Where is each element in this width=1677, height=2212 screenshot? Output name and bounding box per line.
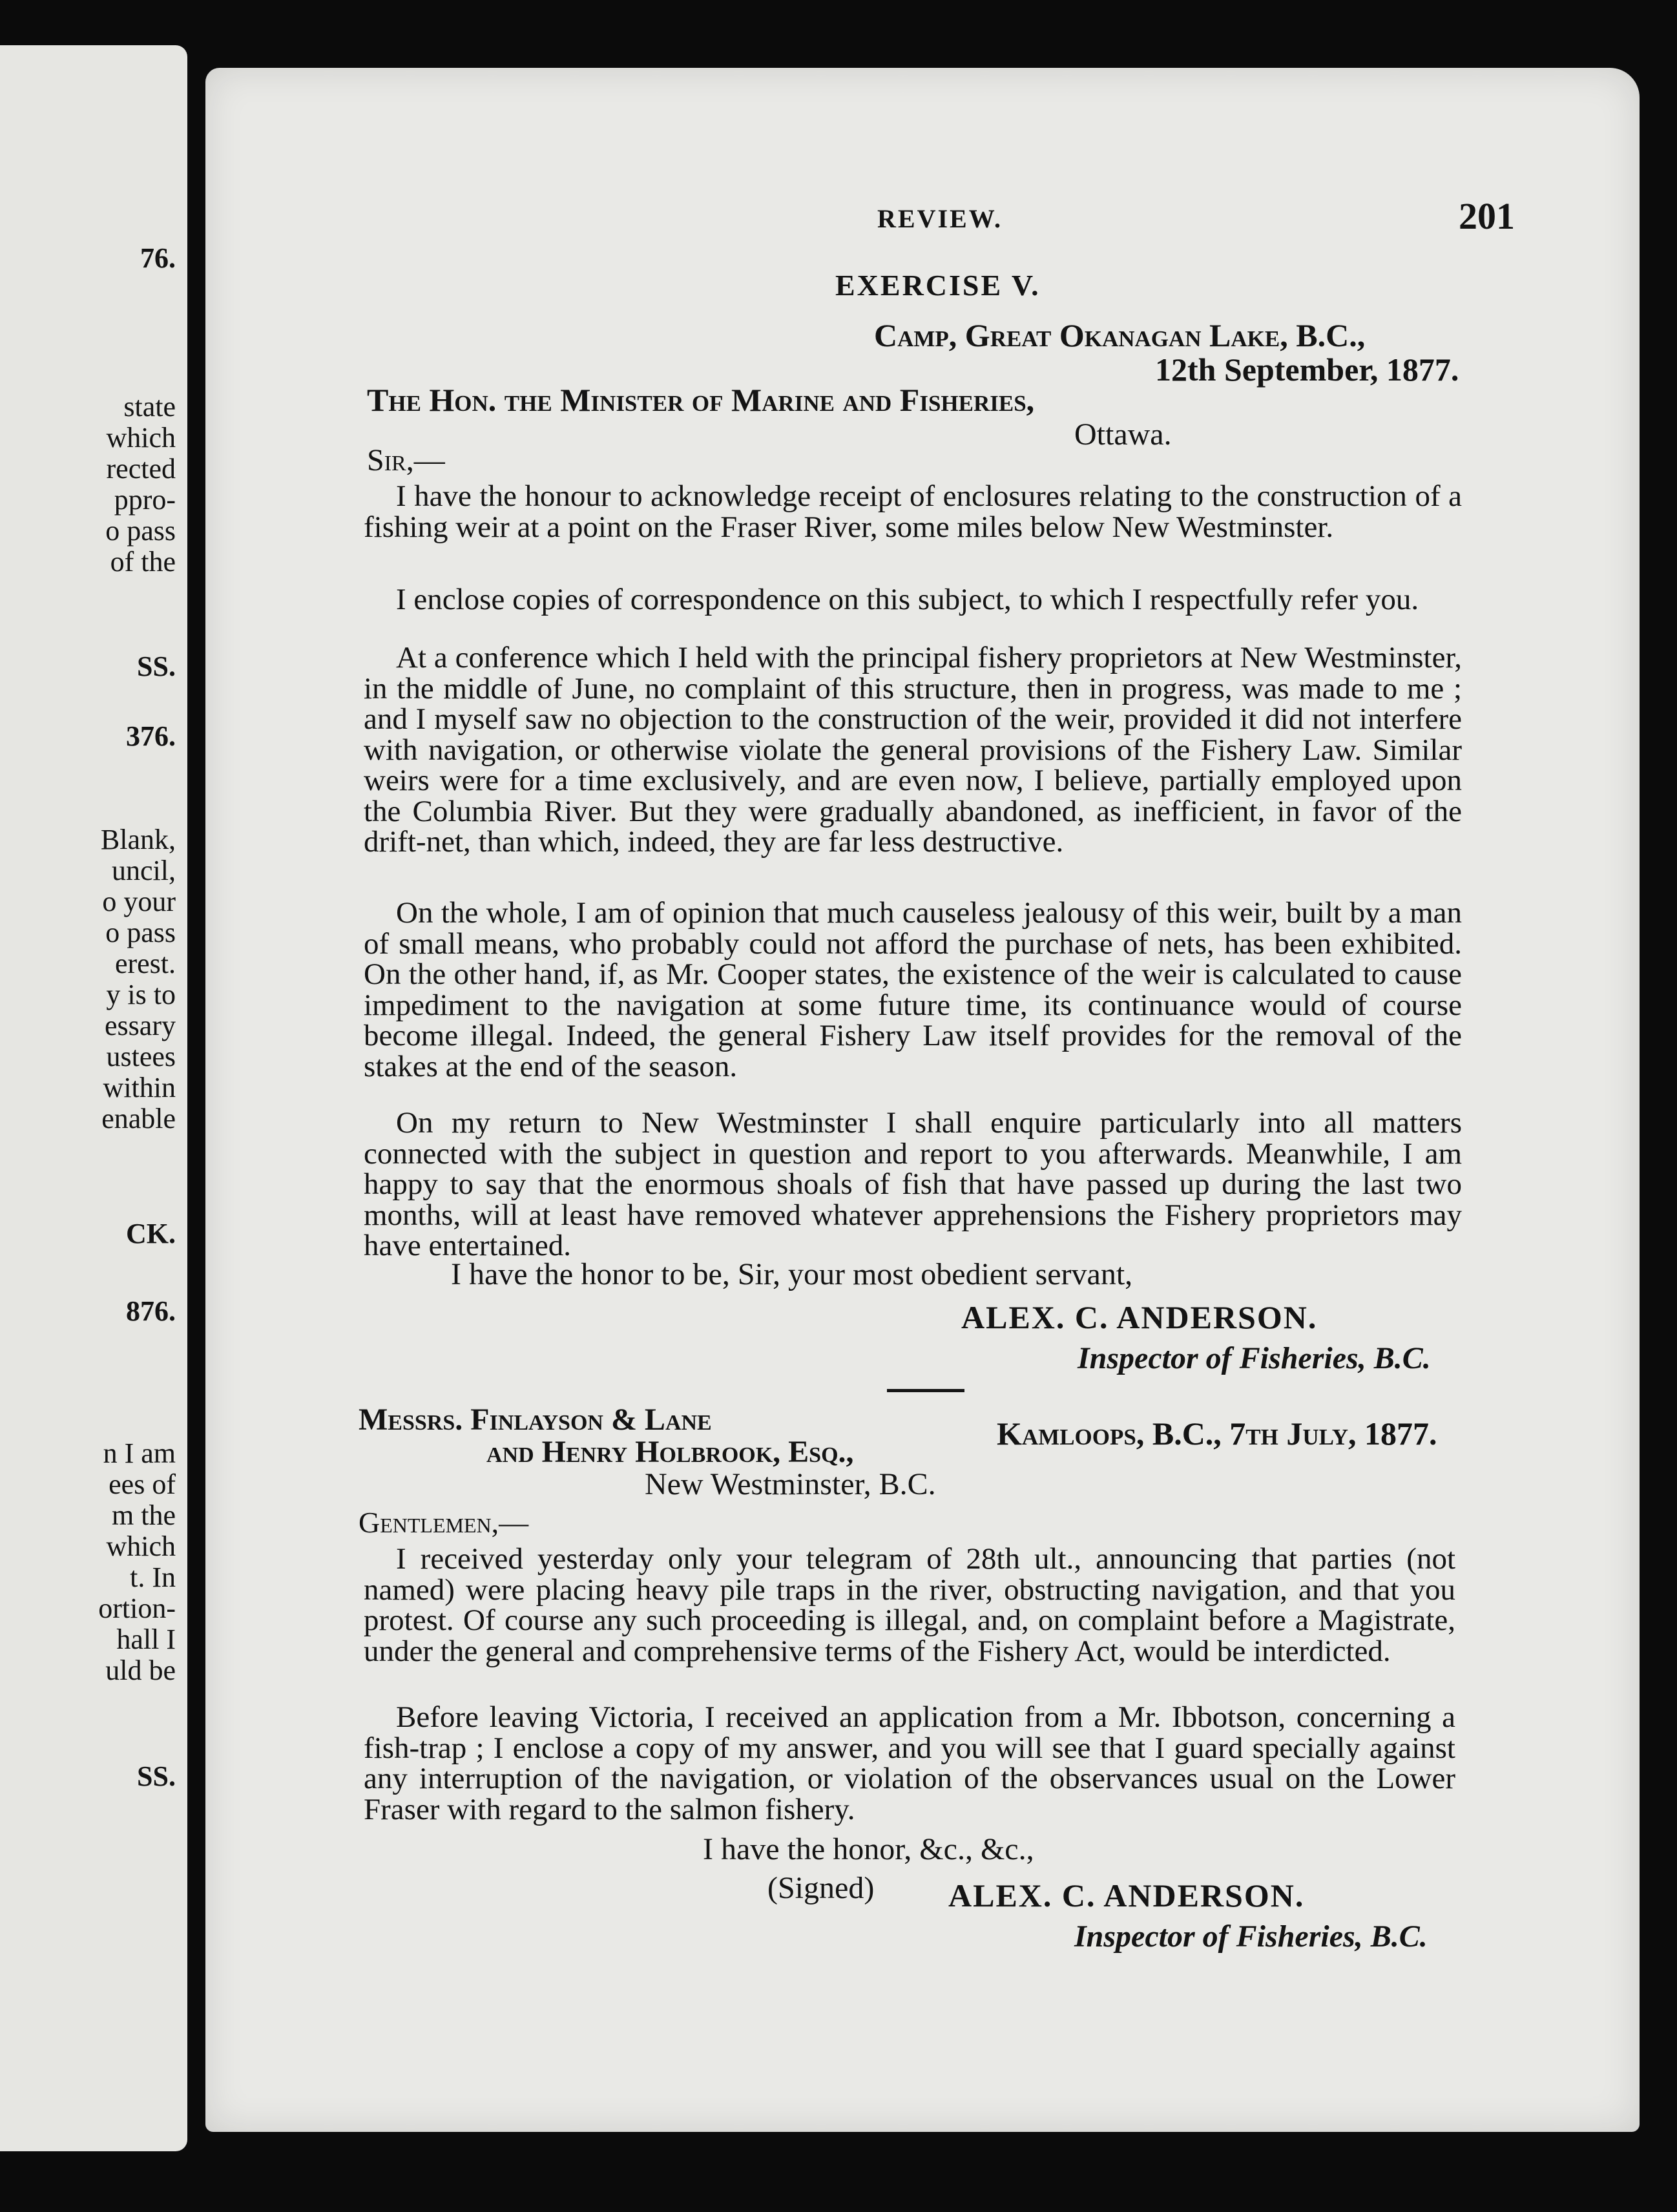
facing-page-line: of the xyxy=(110,546,176,578)
facing-page-line: Blank, xyxy=(100,824,176,855)
letter2-place-date: Kamloops, B.C., 7th July, 1877. xyxy=(997,1415,1437,1452)
facing-page-line: which xyxy=(106,1530,176,1562)
letter1-date: 12th September, 1877. xyxy=(1155,351,1459,388)
facing-page-line: 76. xyxy=(140,242,176,274)
facing-page-line: o pass xyxy=(105,515,176,547)
facing-page-line: within xyxy=(103,1072,176,1103)
letter2-addressee-line2: and Henry Holbrook, Esq., xyxy=(486,1435,854,1469)
facing-page-line: which xyxy=(106,422,176,454)
letter1-paragraph-5: On my return to New Westminster I shall enquire particularly into all matters connected with the subject in question and report to you afterwards. Meanwhile, I am happy to say that the enormous shoals of fish that have passed up during the last two months, will at least have removed whatever apprehensions the Fishery proprietors may have entertained. xyxy=(364,1106,1462,1262)
page xyxy=(205,68,1640,2132)
facing-page-line: ortion- xyxy=(98,1592,176,1624)
facing-page-line: enable xyxy=(101,1103,176,1134)
facing-page-line: n I am xyxy=(103,1437,176,1469)
page-number: 201 xyxy=(1459,195,1515,237)
letter1-paragraph-2: I enclose copies of correspondence on this subject, to which I respectfully refer you. xyxy=(396,583,1419,616)
facing-page-line: CK. xyxy=(126,1218,176,1249)
letter1-place: Camp, Great Okanagan Lake, B.C., xyxy=(874,317,1366,353)
exercise-title: EXERCISE V. xyxy=(835,269,1041,302)
running-title: REVIEW. xyxy=(877,204,1003,233)
facing-page-line: m the xyxy=(112,1499,176,1531)
facing-page-line: state xyxy=(123,391,176,423)
letter1-signature: ALEX. C. ANDERSON. xyxy=(961,1299,1318,1335)
separator-rule xyxy=(887,1389,964,1392)
letter1-paragraph-1: I have the honour to acknowledge receipt of enclosures relating to the construction of a fishing weir at a point on the Fraser River, some miles below New Westminster. xyxy=(364,479,1462,544)
facing-page xyxy=(0,45,187,2151)
letter2-addressee-city: New Westminster, B.C. xyxy=(645,1467,936,1501)
signed-label: (Signed) xyxy=(767,1871,875,1905)
letter1-addressee: The Hon. the Minister of Marine and Fisheries, xyxy=(367,382,1035,418)
letter2-addressee-line1: Messrs. Finlayson & Lane xyxy=(359,1403,712,1437)
facing-page-line: SS. xyxy=(137,651,176,682)
letter1-paragraph-3: At a conference which I held with the principal fishery proprietors at New Westminster, in the middle of June, no complaint of this structure, then in progress, was made to me ; and I myself saw no objection to the construction of the weir, provided it did not interfere with navigation, or otherwise violate the general provisions of the Fishery Law. Similar weirs were for a time exclusively, and are even now, I believe, partially employed upon the Columbia River. But they were gradually abandoned, as inefficient, in favor of the drift-net, than which, indeed, they are far less destructive. xyxy=(364,641,1462,859)
letter1-salutation: Sir,— xyxy=(367,443,445,477)
letter2-salutation: Gentlemen,— xyxy=(359,1506,529,1539)
facing-page-line: o pass xyxy=(105,917,176,948)
facing-page-line: SS. xyxy=(137,1760,176,1792)
facing-page-line: y is to xyxy=(106,979,176,1010)
letter2-paragraph-2: Before leaving Victoria, I received an application from a Mr. Ibbotson, concerning a fish-trap ; I enclose a copy of my answer, and you will see that I guard specially against any interruption of the navigation, or violation of the observances usual on the Lower Fraser with regard to the salmon fishery. xyxy=(364,1700,1455,1826)
letter1-addressee-city: Ottawa. xyxy=(1074,417,1172,452)
facing-page-line: uncil, xyxy=(112,855,176,886)
facing-page-line: hall I xyxy=(116,1623,176,1655)
letter1-closing: I have the honor to be, Sir, your most obedient servant, xyxy=(451,1257,1133,1291)
letter2-closing: I have the honor, &c., &c., xyxy=(703,1832,1034,1866)
facing-page-line: erest. xyxy=(114,948,176,979)
facing-page-line: o your xyxy=(102,886,176,917)
facing-page-line: uld be xyxy=(105,1654,176,1686)
letter2-inspector-title: Inspector of Fisheries, B.C. xyxy=(1074,1919,1428,1954)
facing-page-line: t. In xyxy=(130,1561,176,1593)
letter2-paragraph-1: I received yesterday only your telegram of 28th ult., announcing that parties (not named) were placing heavy pile traps in the river, obstructing navigation, and that you protest. Of course any such proceeding is illegal, and, on complaint before a Magistrate, under the general and comprehensive terms of the Fishery Act, would be interdicted. xyxy=(364,1542,1455,1668)
facing-page-line: ustees xyxy=(106,1041,176,1072)
facing-page-line: 876. xyxy=(126,1295,176,1327)
letter1-paragraph-4: On the whole, I am of opinion that much causeless jealousy of this weir, built by a man of small means, who probably could not afford the purchase of nets, has been exhibited. On the other hand, if, as Mr. Cooper states, the existence of the weir is calculated to cause impediment to the navigation at some future time, its continuance would of course become illegal. Indeed, the general Fishery Law itself provides for the removal of the stakes at the end of the season. xyxy=(364,896,1462,1083)
facing-page-line: ees of xyxy=(109,1468,176,1500)
letter2-signature: ALEX. C. ANDERSON. xyxy=(948,1877,1305,1914)
facing-page-line: rected xyxy=(106,453,176,485)
facing-page-line: ppro- xyxy=(114,484,176,516)
facing-page-line: essary xyxy=(105,1010,176,1041)
facing-page-line: 376. xyxy=(126,720,176,752)
letter1-inspector-title: Inspector of Fisheries, B.C. xyxy=(1078,1341,1431,1375)
